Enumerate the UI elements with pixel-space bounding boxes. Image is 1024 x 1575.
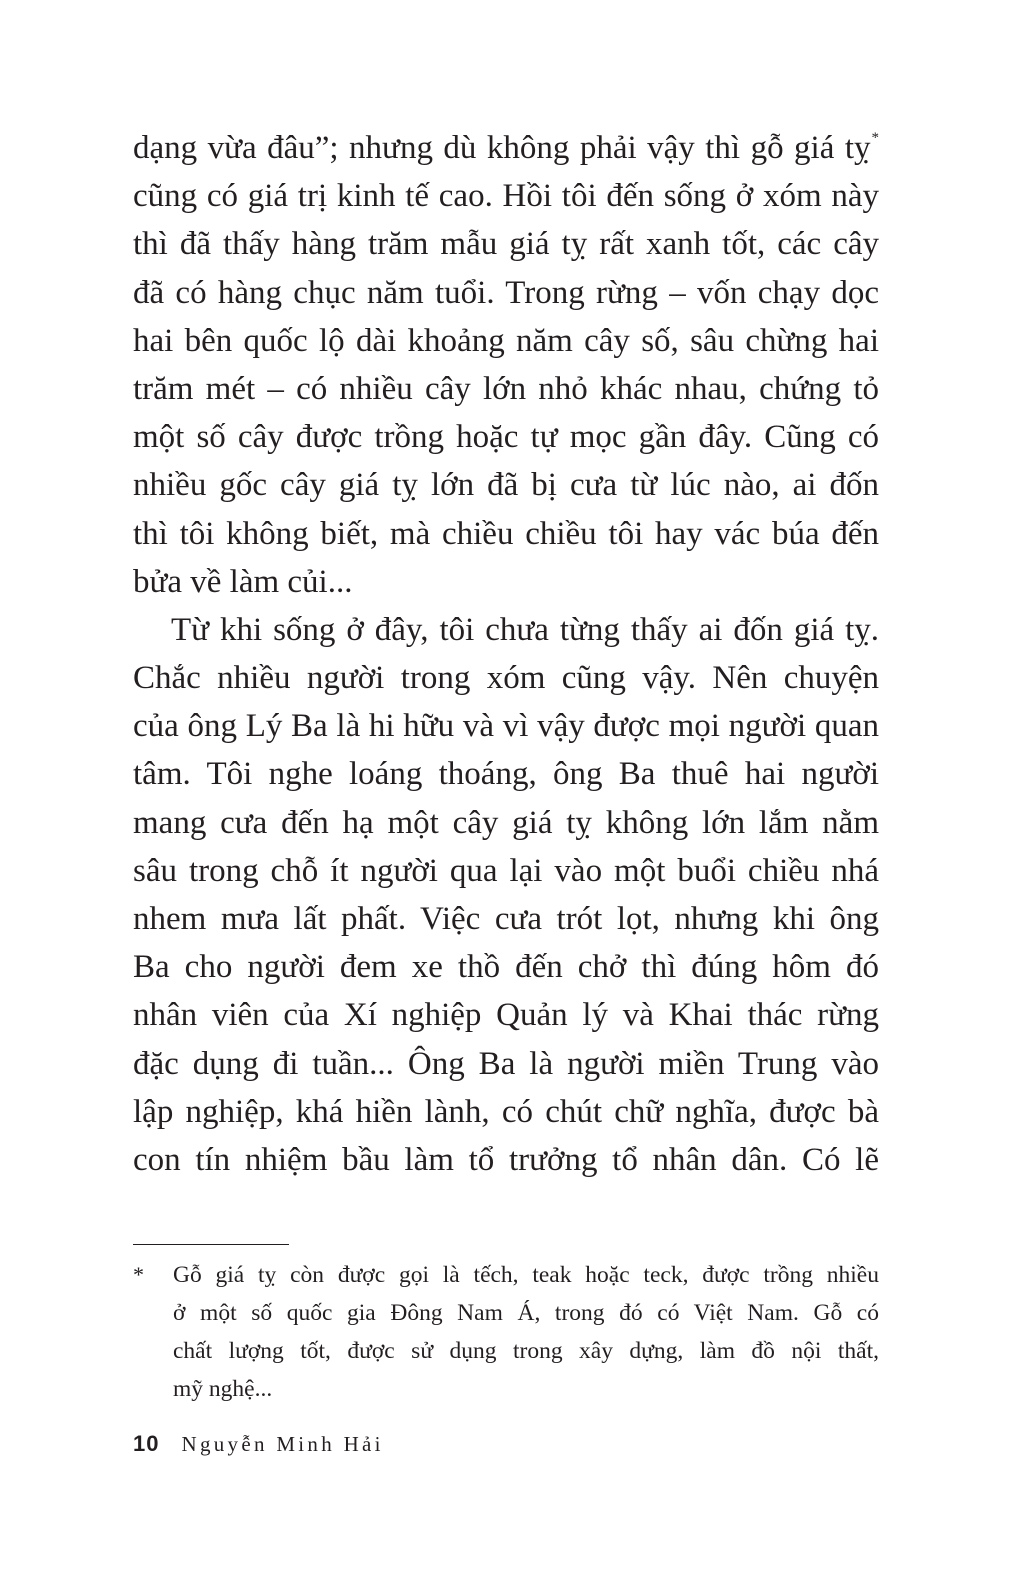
text-line-content: dạng vừa đâu”; nhưng dù không phải vậy thì gỗ giá tỵ [133, 130, 871, 166]
footnote-reference: * [871, 130, 879, 146]
text-line: lập nghiệp, khá hiền lành, có chút chữ nghĩa, được bà [133, 1093, 879, 1130]
text-line: cũng có giá trị kinh tế cao. Hồi tôi đến sống ở xóm này [133, 178, 879, 215]
text-line: con tín nhiệm bầu làm tổ trưởng tổ nhân dân. Có lẽ [133, 1141, 879, 1178]
text-line: hai bên quốc lộ dài khoảng năm cây số, sâu chừng hai [133, 322, 879, 359]
footnote-text [173, 1256, 879, 1408]
page-number: 10 [133, 1431, 160, 1456]
text-line: một số cây được trồng hoặc tự mọc gần đây. Cũng có [133, 419, 879, 456]
footnote-line: mỹ nghệ... [173, 1376, 273, 1402]
text-line [133, 124, 879, 172]
text-line: thì đã thấy hàng trăm mẫu giá tỵ rất xanh tốt, các cây [133, 226, 879, 263]
text-line: sâu trong chỗ ít người qua lại vào một buổi chiều nhá [133, 852, 879, 889]
text-line: Từ khi sống ở đây, tôi chưa từng thấy ai đốn giá tỵ. [171, 611, 879, 648]
text-line: mang cưa đến hạ một cây giá tỵ không lớn lắm nằm [133, 804, 879, 841]
footnote-line: chất lượng tốt, được sử dụng trong xây dựng, làm đồ nội thất, [173, 1338, 879, 1364]
text-line: bửa về làm củi... [133, 563, 353, 600]
page-footer [133, 1428, 384, 1460]
text-line: đã có hàng chục năm tuổi. Trong rừng – vốn chạy dọc [133, 274, 879, 311]
text-line: thì tôi không biết, mà chiều chiều tôi hay vác búa đến [133, 515, 879, 552]
text-line: của ông Lý Ba là hi hữu và vì vậy được mọi người quan [133, 708, 879, 745]
author-name: Nguyễn Minh Hải [181, 1432, 384, 1456]
text-line: Chắc nhiều người trong xóm cũng vậy. Nên chuyện [133, 660, 879, 697]
text-line: Ba cho người đem xe thồ đến chở thì đúng hôm đó [133, 949, 879, 986]
text-line: trăm mét – có nhiều cây lớn nhỏ khác nhau, chứng tỏ [133, 370, 879, 407]
text-line: nhân viên của Xí nghiệp Quản lý và Khai thác rừng [133, 997, 879, 1034]
body-text [133, 124, 879, 1184]
text-line: đặc dụng đi tuần... Ông Ba là người miền Trung vào [133, 1045, 879, 1082]
text-line: nhiều gốc cây giá tỵ lớn đã bị cưa từ lúc nào, ai đốn [133, 467, 879, 504]
footnote-line: Gỗ giá tỵ còn được gọi là tếch, teak hoặc teck, được trồng nhiều [173, 1262, 879, 1288]
footnote-marker: * [133, 1262, 144, 1287]
footnote-divider [133, 1244, 289, 1245]
footnote-line: ở một số quốc gia Đông Nam Á, trong đó có Việt Nam. Gỗ có [173, 1300, 879, 1326]
text-line: tâm. Tôi nghe loáng thoáng, ông Ba thuê hai người [133, 756, 879, 793]
text-line: nhem mưa lất phất. Việc cưa trót lọt, nhưng khi ông [133, 901, 879, 937]
